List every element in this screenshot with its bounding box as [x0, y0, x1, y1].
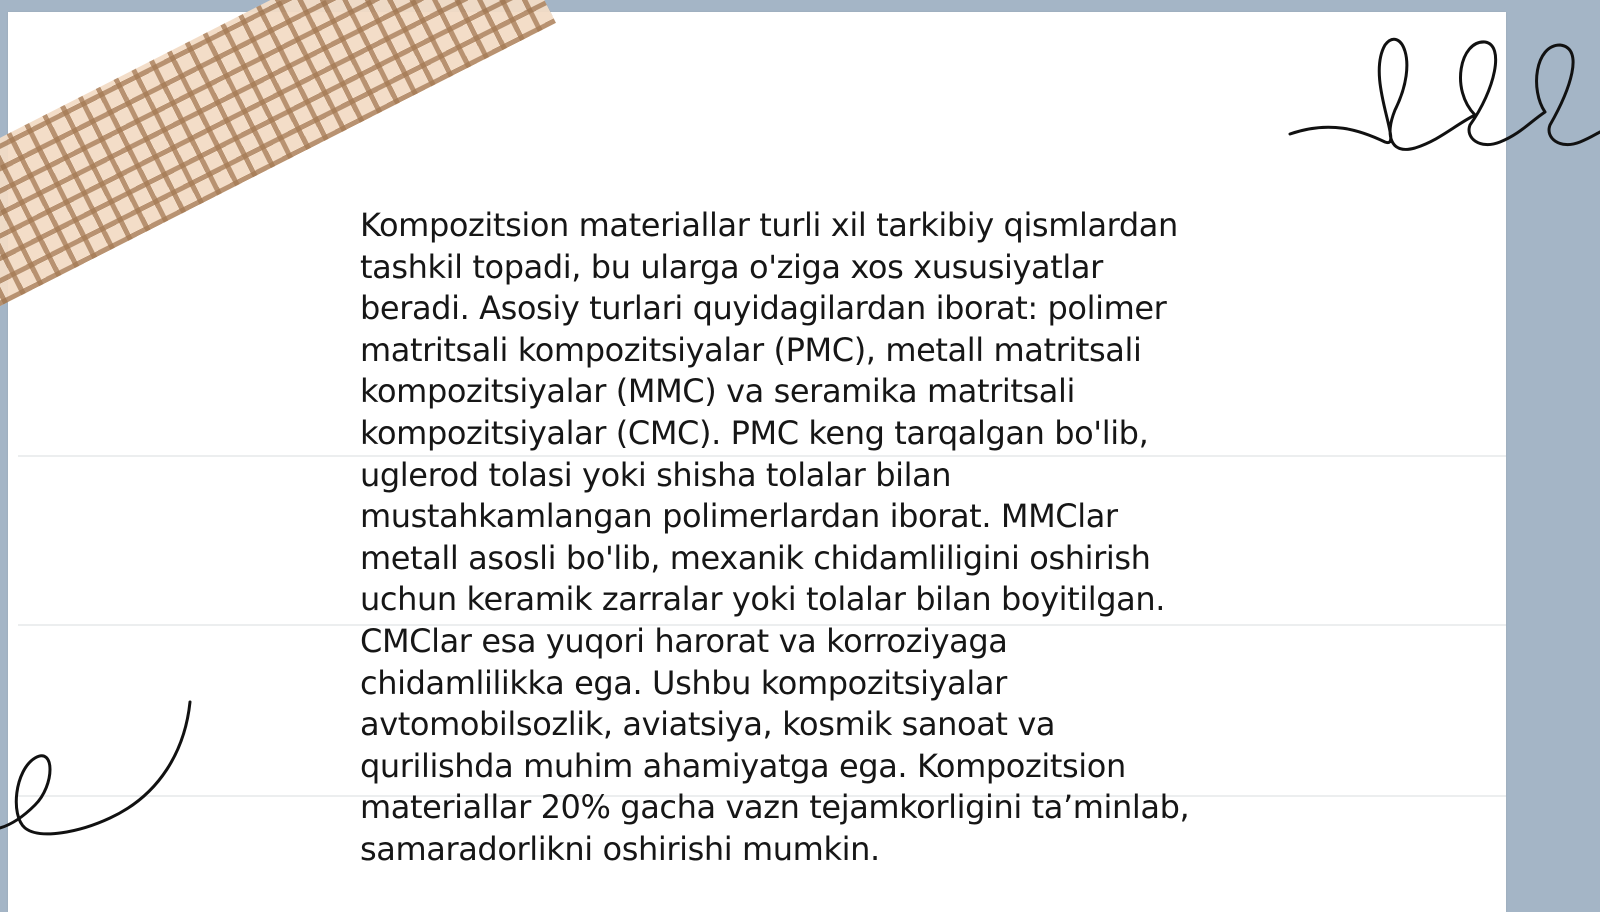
body-paragraph: Kompozitsion materiallar turli xil tarkibiy qismlardan tashkil topadi, bu ularga o'ziga xos xususiyatlar beradi. Asosiy turlari quyidagilardan iborat: polimer matritsali kompozitsiyalar (PMC), metall matritsali kompozitsiyalar (MMC) va seramika matritsali kompozitsiyalar (CMC). PMC keng tarqalgan bo'lib, uglerod tolasi yoki shisha tolalar bilan mustahkamlangan polimerlardan iborat. MMClar metall asosli bo'lib, mexanik chidamliligini oshirish uchun keramik zarralar yoki tolalar bilan boyitilgan. CMClar esa yuqori harorat va korroziyaga chidamlilikka ega. Ushbu kompozitsiyalar avtomobilsozlik, aviatsiya, kosmik sanoat va qurilishda muhim ahamiyatga ega. Kompozitsion materiallar 20% gacha vazn tejamkorligini ta’minlab, samaradorlikni oshirishi mumkin. — [360, 206, 1190, 868]
loop-scribble-icon — [1290, 30, 1600, 170]
curl-scribble-icon — [0, 700, 200, 850]
